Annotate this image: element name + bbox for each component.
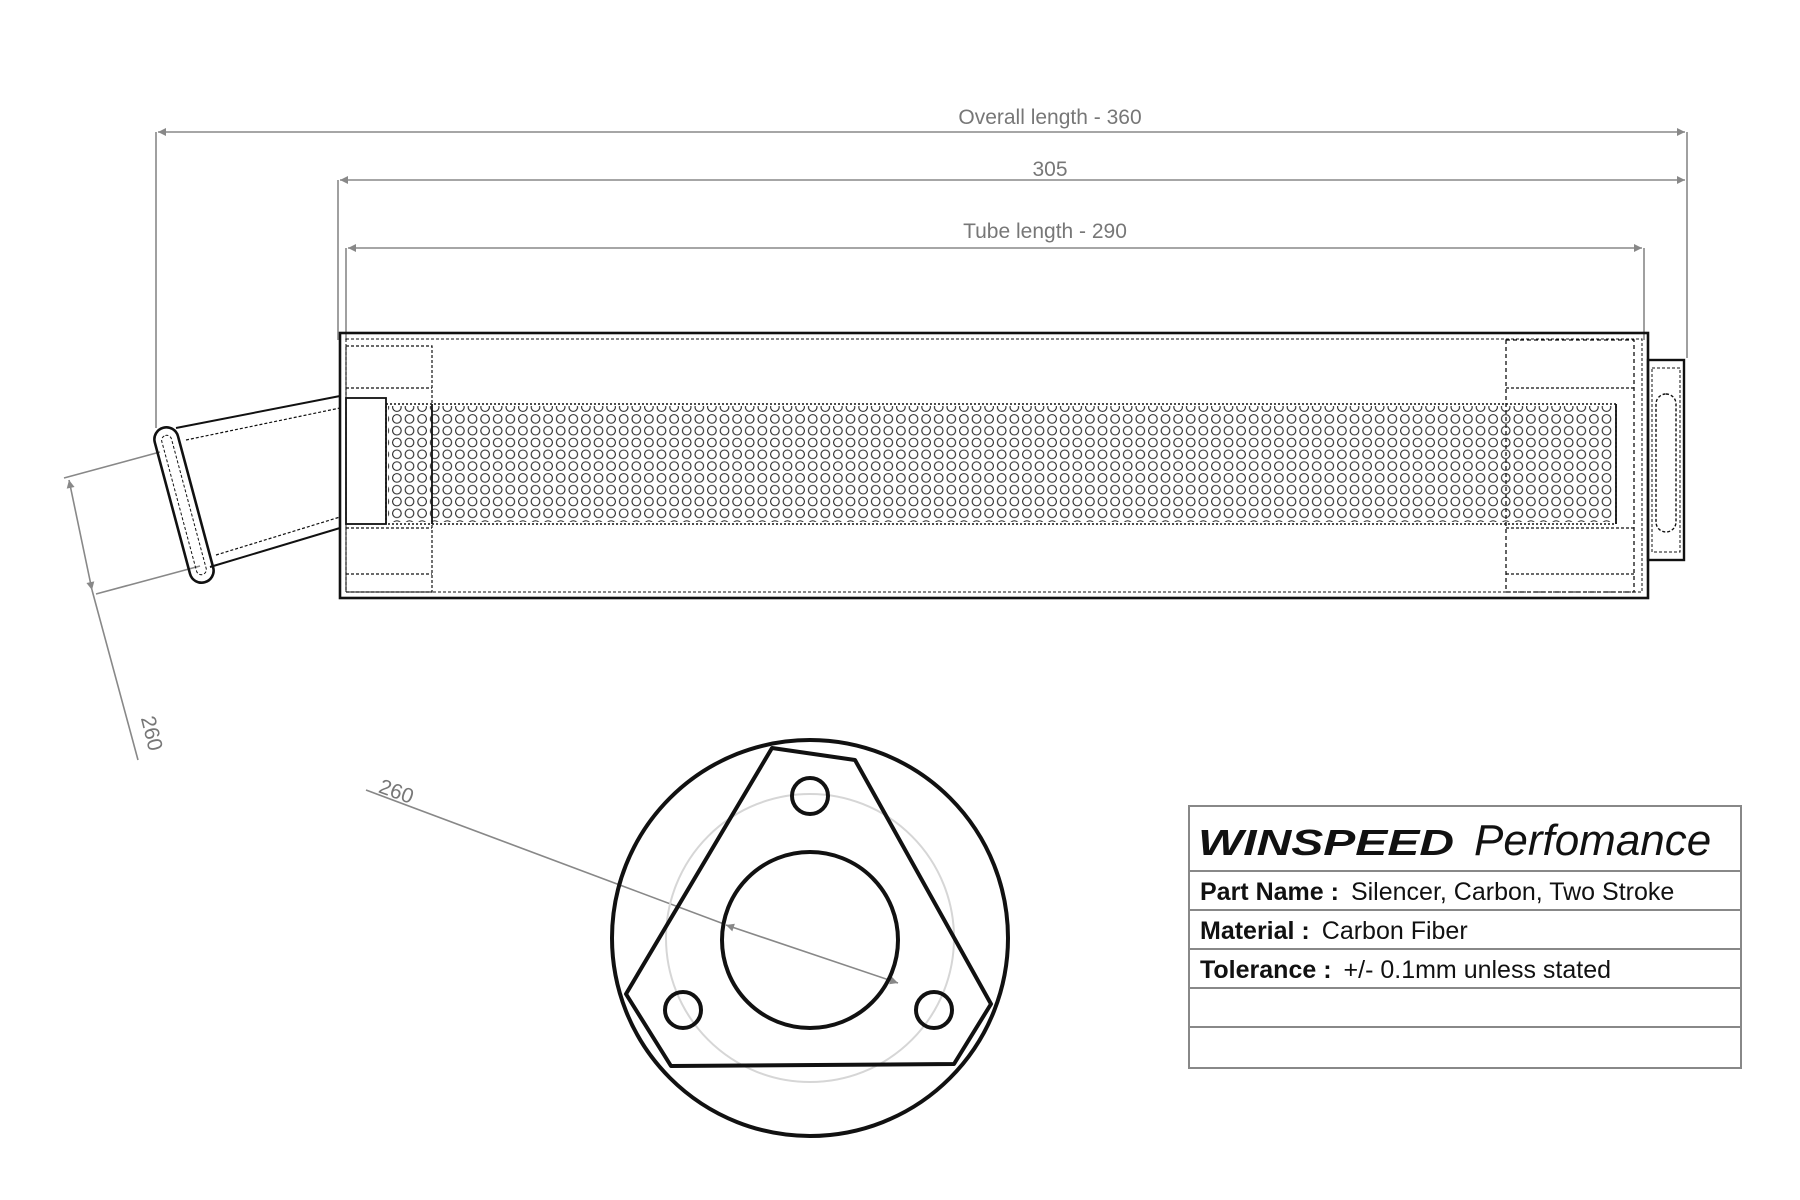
silencer-end-view — [612, 740, 1008, 1136]
part-name-value: Silencer, Carbon, Two Stroke — [1350, 878, 1675, 906]
part-name-label: Part Name : — [1200, 878, 1339, 906]
silencer-side-view — [152, 333, 1684, 598]
overall-length-label: Overall length - 360 — [958, 106, 1142, 129]
outer-shell-circle — [612, 740, 1008, 1136]
outlet-stub — [1648, 360, 1684, 560]
diameter-dimension-label: 260 — [375, 775, 417, 809]
brand-subtitle: Perfomance — [1474, 816, 1712, 865]
tolerance-value: +/- 0.1mm unless stated — [1343, 956, 1612, 984]
tolerance-label: Tolerance : — [1200, 956, 1332, 984]
mid-length-label: 305 — [1032, 158, 1068, 181]
tube-length-label: Tube length - 290 — [963, 220, 1127, 243]
material-label: Material : — [1200, 917, 1310, 945]
outlet-bore-circle — [722, 852, 898, 1028]
bolt-hole-left — [665, 992, 701, 1028]
inlet-pipe — [152, 396, 340, 585]
tolerance-row — [1200, 956, 1611, 984]
angle-dimension-label: 260 — [135, 713, 167, 754]
inlet-flange — [152, 425, 217, 586]
part-name-row — [1200, 878, 1674, 906]
bolt-hole-top — [792, 778, 828, 814]
inner-reference-circle — [666, 794, 954, 1082]
material-value: Carbon Fiber — [1321, 917, 1468, 945]
perforated-core — [386, 404, 1616, 524]
material-row — [1200, 917, 1468, 945]
brand-logo-text: WINSPEED — [1198, 822, 1454, 863]
